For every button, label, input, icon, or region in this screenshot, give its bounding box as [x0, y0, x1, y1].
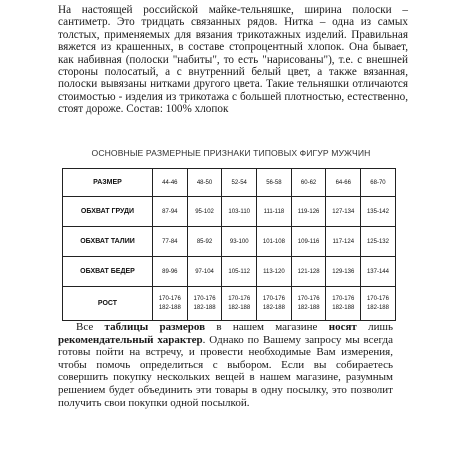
- table-cell: [326, 287, 361, 321]
- height-range-top: 170-176: [262, 295, 285, 302]
- notice-text: лишь: [356, 321, 393, 333]
- table-cell: 127-134: [326, 197, 361, 227]
- table-cell: 89-96: [153, 257, 188, 287]
- table-cell: [257, 287, 292, 321]
- height-range-top: 170-176: [193, 295, 216, 302]
- height-range-bottom: 182-188: [262, 304, 285, 311]
- table-cell: [291, 287, 326, 321]
- table-cell: 87-94: [153, 197, 188, 227]
- row-label-size: РАЗМЕР: [63, 169, 153, 197]
- table-cell: [187, 287, 222, 321]
- table-cell: 97-104: [187, 257, 222, 287]
- table-cell: 117-124: [326, 227, 361, 257]
- table-cell: [153, 287, 188, 321]
- row-label-height: РОСТ: [63, 287, 153, 321]
- table-cell: [222, 287, 257, 321]
- height-range-bottom: 182-188: [158, 304, 181, 311]
- notice-text: в нашем магазине: [205, 321, 329, 333]
- notice-bold: таблицы размеров: [104, 321, 206, 333]
- table-cell: 60-62: [291, 169, 326, 197]
- height-range-bottom: 182-188: [297, 304, 320, 311]
- table-cell: 125-132: [361, 227, 396, 257]
- height-range-top: 170-176: [332, 295, 355, 302]
- table-cell: 93-100: [222, 227, 257, 257]
- table-cell: [361, 287, 396, 321]
- height-range-top: 170-176: [297, 295, 320, 302]
- table-cell: 101-108: [257, 227, 292, 257]
- height-range-bottom: 182-188: [332, 304, 355, 311]
- notice-bold: рекомендательный характер: [58, 333, 203, 346]
- table-cell: 121-128: [291, 257, 326, 287]
- table-cell: 135-142: [361, 197, 396, 227]
- height-range-top: 170-176: [158, 295, 181, 302]
- table-cell: 68-70: [361, 169, 396, 197]
- height-range-top: 170-176: [366, 295, 389, 302]
- size-chart-table: [62, 168, 396, 321]
- table-cell: 52-54: [222, 169, 257, 197]
- height-range-bottom: 182-188: [366, 304, 389, 311]
- notice-bold: носят: [328, 321, 357, 333]
- table-cell: 95-102: [187, 197, 222, 227]
- table-cell: 56-58: [257, 169, 292, 197]
- table-cell: 48-50: [187, 169, 222, 197]
- row-label-chest: ОБХВАТ ГРУДИ: [63, 197, 153, 227]
- table-cell: 64-66: [326, 169, 361, 197]
- table-cell: 85-92: [187, 227, 222, 257]
- table-cell: 103-110: [222, 197, 257, 227]
- notice-text: . Однако по Вашему запросу мы всегда готовы пойти на встречу, и провести необходимые Вам измерения, чтобы помочь определиться с выбором. Если вы собираетесь совершить покупку нескольких вещей в нашем магазине, разумным решением будет объединить эти товары в одну посылку, это позволит получить свои покупки одной посылкой.: [58, 333, 393, 409]
- height-range-bottom: 182-188: [193, 304, 216, 311]
- table-cell: 109-116: [291, 227, 326, 257]
- table-cell: 77-84: [153, 227, 188, 257]
- height-range-bottom: 182-188: [228, 304, 251, 311]
- row-label-waist: ОБХВАТ ТАЛИИ: [63, 227, 153, 257]
- table-cell: 44-46: [153, 169, 188, 197]
- notice-text: Все: [76, 321, 105, 333]
- product-description: На настоящей российской майке-тельняшке, ширина полоски – сантиметр. Это тридцать связанных рядов. Нитка – одна из самых толстых, применяемых для вязания трикотажных изделий. Правильная вяжется из крашенных, в составе стопроцентный хлопок. Она бывает, как набивная (полоски "набиты", то есть "нарисованы"), т.е. с внешней стороны полосатый, а с внутренний белый цвет, а также вязанная, полоски вывязаны нитками другого цвета. Такие тельняшки отличаются стоимостью - изделия из трикотажа с большей плотностью, естественно, стоят дороже. Состав: 100% хлопок: [58, 4, 408, 116]
- table-title: ОСНОВНЫЕ РАЗМЕРНЫЕ ПРИЗНАКИ ТИПОВЫХ ФИГУР МУЖЧИН: [91, 148, 371, 158]
- height-range-top: 170-176: [228, 295, 251, 302]
- table-cell: 129-136: [326, 257, 361, 287]
- table-row-size: [63, 169, 396, 197]
- table-cell: 113-120: [257, 257, 292, 287]
- table-cell: 119-126: [291, 197, 326, 227]
- table-row-height: [63, 287, 396, 321]
- table-cell: 105-112: [222, 257, 257, 287]
- table-row-waist: [63, 227, 396, 257]
- table-cell: 137-144: [361, 257, 396, 287]
- table-row-hips: [63, 257, 396, 287]
- table-row-chest: [63, 197, 396, 227]
- size-notice-paragraph: [58, 321, 393, 409]
- row-label-hips: ОБХВАТ БЕДЕР: [63, 257, 153, 287]
- table-cell: 111-118: [257, 197, 292, 227]
